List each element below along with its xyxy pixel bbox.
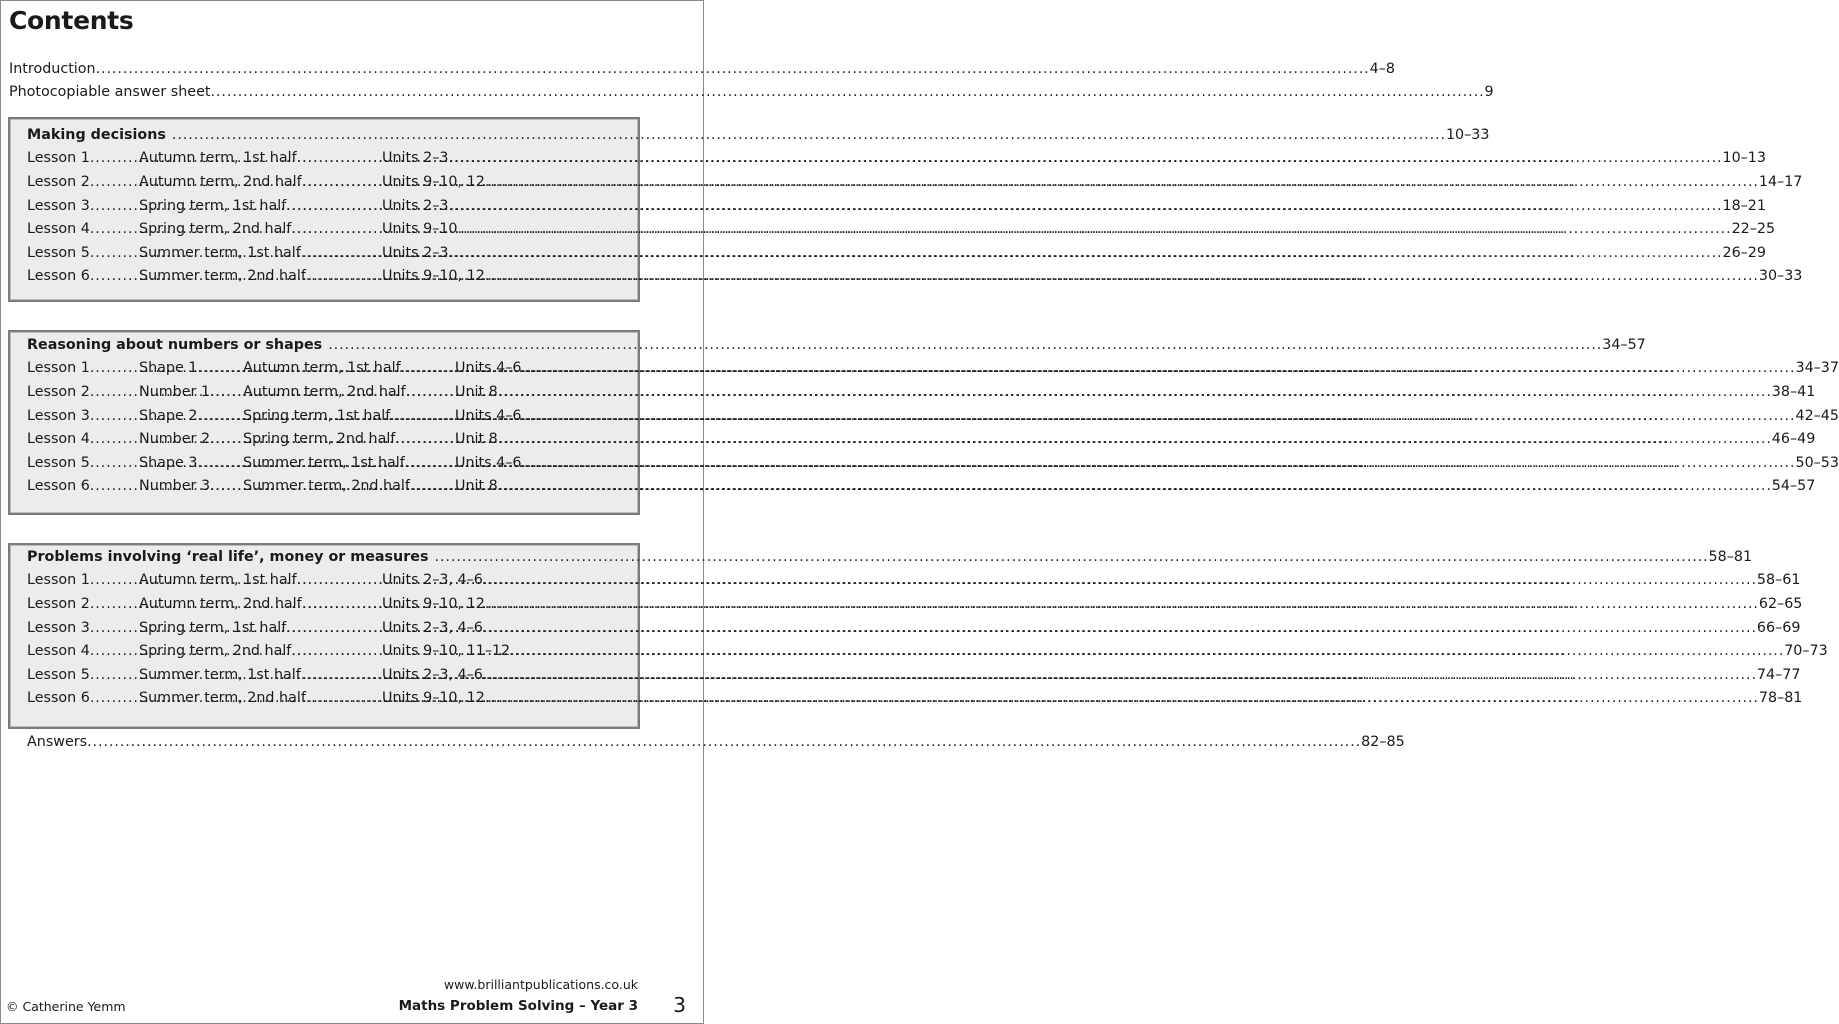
dot-leader	[87, 734, 1361, 750]
toc-entry-pages: 82–85	[1361, 734, 1405, 750]
section-heading-pages: 58–81	[1708, 549, 1753, 565]
lesson-term: Spring term, 2nd half	[139, 221, 292, 237]
lesson-term: Autumn term, 2nd half	[139, 174, 302, 190]
lesson-pages: 46–49	[1771, 431, 1816, 447]
lesson-pages: 38–41	[1771, 384, 1816, 400]
lesson-term: Summer term, 1st half	[139, 667, 301, 683]
section-heading-reasoning[interactable]	[27, 337, 1646, 359]
lesson-pages: 62–65	[1758, 596, 1803, 612]
page-number: 3	[673, 993, 686, 1017]
lesson-units: Unit 8	[455, 431, 498, 447]
lesson-units: Units 4–6	[455, 455, 522, 471]
dot-leader	[448, 198, 1722, 214]
lesson-pages: 78–81	[1758, 690, 1803, 706]
lesson-label: Lesson 2	[27, 596, 90, 612]
lesson-label: Lesson 4	[27, 643, 90, 659]
lesson-row[interactable]	[27, 198, 1767, 220]
lesson-label: Lesson 6	[27, 690, 90, 706]
dot-leader	[448, 150, 1722, 166]
lesson-units: Units 9–10, 11–12	[382, 643, 511, 659]
lesson-pages: 42–45	[1795, 408, 1839, 424]
lesson-label: Lesson 3	[27, 408, 90, 424]
lesson-term: Summer term, 2nd half	[243, 478, 410, 494]
dot-leader	[498, 384, 1772, 400]
dot-leader	[210, 84, 1484, 100]
lesson-units: Units 4–6	[455, 360, 522, 376]
lesson-label: Lesson 5	[27, 245, 90, 261]
lesson-units: Units 2–3	[382, 198, 449, 214]
lesson-term: Summer term, 1st half	[243, 455, 405, 471]
lesson-pages: 70–73	[1784, 643, 1828, 659]
lesson-row[interactable]	[27, 478, 1816, 500]
lesson-pages: 30–33	[1758, 268, 1803, 284]
toc-answer-sheet[interactable]	[9, 84, 1494, 106]
lesson-label: Lesson 4	[27, 431, 90, 447]
toc-entry-pages: 4–8	[1369, 61, 1395, 77]
lesson-row[interactable]	[27, 455, 1839, 477]
toc-entry-label: Introduction	[9, 61, 96, 77]
dot-leader	[483, 572, 1757, 588]
section-heading-label: Making decisions	[27, 127, 166, 143]
toc-introduction[interactable]	[9, 61, 1395, 83]
section-heading-label: Problems involving ‘real life’, money or measures	[27, 549, 429, 565]
lesson-topic: Number 1	[139, 384, 211, 400]
toc-entry-pages: 9	[1484, 84, 1494, 100]
lesson-pages: 10–13	[1722, 150, 1767, 166]
dot-leader	[172, 127, 1446, 143]
section-heading-pages: 10–33	[1445, 127, 1490, 143]
dot-leader	[483, 667, 1757, 683]
dot-leader	[485, 596, 1759, 612]
lesson-term: Spring term, 1st half	[139, 198, 287, 214]
lesson-row[interactable]	[27, 174, 1803, 196]
lesson-row[interactable]	[27, 643, 1828, 665]
lesson-term: Summer term, 1st half	[139, 245, 301, 261]
lesson-row[interactable]	[27, 431, 1816, 453]
lesson-term: Spring term, 2nd half	[139, 643, 292, 659]
lesson-term: Autumn term, 1st half	[243, 360, 401, 376]
lesson-pages: 14–17	[1758, 174, 1803, 190]
dot-leader	[96, 61, 1370, 77]
lesson-term: Spring term, 1st half	[139, 620, 287, 636]
lesson-label: Lesson 4	[27, 221, 90, 237]
lesson-row[interactable]	[27, 245, 1767, 267]
lesson-pages: 58–61	[1756, 572, 1801, 588]
lesson-label: Lesson 3	[27, 620, 90, 636]
lesson-topic: Shape 3	[139, 455, 198, 471]
lesson-label: Lesson 6	[27, 268, 90, 284]
lesson-term: Summer term, 2nd half	[139, 690, 306, 706]
dot-leader	[435, 549, 1709, 565]
lesson-row[interactable]	[27, 360, 1839, 382]
lesson-units: Unit 8	[455, 478, 498, 494]
dot-leader	[485, 174, 1759, 190]
dot-leader	[521, 408, 1795, 424]
lesson-pages: 50–53	[1795, 455, 1839, 471]
lesson-topic: Shape 1	[139, 360, 198, 376]
lesson-topic: Number 2	[139, 431, 211, 447]
publisher-url[interactable]: www.brilliantpublications.co.uk	[443, 977, 638, 992]
dot-leader	[485, 268, 1759, 284]
dot-leader	[458, 221, 1732, 237]
toc-answers[interactable]	[27, 734, 1405, 756]
lesson-topic: Shape 2	[139, 408, 198, 424]
lesson-label: Lesson 1	[27, 572, 90, 588]
lesson-term: Spring term, 2nd half	[243, 431, 396, 447]
dot-leader	[498, 478, 1772, 494]
toc-entry-label: Answers	[27, 734, 88, 750]
lesson-units: Units 2–3, 4–6	[382, 572, 483, 588]
lesson-term: Spring term, 1st half	[243, 408, 391, 424]
lesson-pages: 66–69	[1756, 620, 1801, 636]
lesson-row[interactable]	[27, 221, 1776, 243]
dot-leader	[521, 360, 1795, 376]
dot-leader	[448, 245, 1722, 261]
dot-leader	[485, 690, 1759, 706]
lesson-row[interactable]	[27, 690, 1803, 712]
lesson-term: Autumn term, 2nd half	[243, 384, 406, 400]
lesson-row[interactable]	[27, 596, 1803, 618]
lesson-term: Autumn term, 1st half	[139, 150, 297, 166]
book-title: Maths Problem Solving – Year 3	[398, 998, 638, 1014]
dot-leader	[498, 431, 1772, 447]
toc-entry-label: Photocopiable answer sheet	[9, 84, 211, 100]
lesson-units: Units 2–3, 4–6	[382, 620, 483, 636]
lesson-units: Units 9–10, 12	[382, 690, 485, 706]
lesson-label: Lesson 2	[27, 384, 90, 400]
lesson-row[interactable]	[27, 384, 1816, 406]
section-heading-making-decisions[interactable]	[27, 127, 1490, 149]
lesson-row[interactable]	[27, 150, 1767, 172]
lesson-label: Lesson 5	[27, 667, 90, 683]
lesson-term: Autumn term, 1st half	[139, 572, 297, 588]
lesson-label: Lesson 3	[27, 198, 90, 214]
dot-leader	[521, 455, 1795, 471]
lesson-topic: Number 3	[139, 478, 211, 494]
section-heading-pages: 34–57	[1602, 337, 1646, 353]
lesson-units: Units 2–3	[382, 245, 449, 261]
lesson-label: Lesson 1	[27, 360, 90, 376]
lesson-term: Autumn term, 2nd half	[139, 596, 302, 612]
lesson-row[interactable]	[27, 268, 1803, 290]
lesson-units: Units 4–6	[455, 408, 522, 424]
lesson-row[interactable]	[27, 572, 1801, 594]
lesson-units: Units 9–10, 12	[382, 174, 485, 190]
lesson-units: Units 9–10, 12	[382, 596, 485, 612]
copyright-notice: © Catherine Yemm	[6, 999, 126, 1014]
lesson-pages: 18–21	[1722, 198, 1767, 214]
section-heading-label: Reasoning about numbers or shapes	[27, 337, 323, 353]
page-title: Contents	[9, 6, 134, 35]
lesson-pages: 22–25	[1731, 221, 1776, 237]
lesson-row[interactable]	[27, 620, 1801, 642]
section-heading-real-life[interactable]	[27, 549, 1753, 571]
dot-leader	[483, 620, 1757, 636]
lesson-row[interactable]	[27, 667, 1801, 689]
lesson-pages: 54–57	[1771, 478, 1816, 494]
lesson-units: Units 9–10, 12	[382, 268, 485, 284]
lesson-units: Unit 8	[455, 384, 498, 400]
lesson-pages: 74–77	[1756, 667, 1801, 683]
lesson-label: Lesson 1	[27, 150, 90, 166]
lesson-pages: 34–37	[1795, 360, 1839, 376]
lesson-label: Lesson 2	[27, 174, 90, 190]
lesson-term: Summer term, 2nd half	[139, 268, 306, 284]
lesson-units: Units 2–3	[382, 150, 449, 166]
dot-leader	[328, 337, 1602, 353]
lesson-units: Units 2–3, 4–6	[382, 667, 483, 683]
lesson-units: Units 9–10	[382, 221, 458, 237]
dot-leader	[510, 643, 1784, 659]
lesson-label: Lesson 6	[27, 478, 90, 494]
lesson-label: Lesson 5	[27, 455, 90, 471]
lesson-row[interactable]	[27, 408, 1839, 430]
lesson-pages: 26–29	[1722, 245, 1767, 261]
